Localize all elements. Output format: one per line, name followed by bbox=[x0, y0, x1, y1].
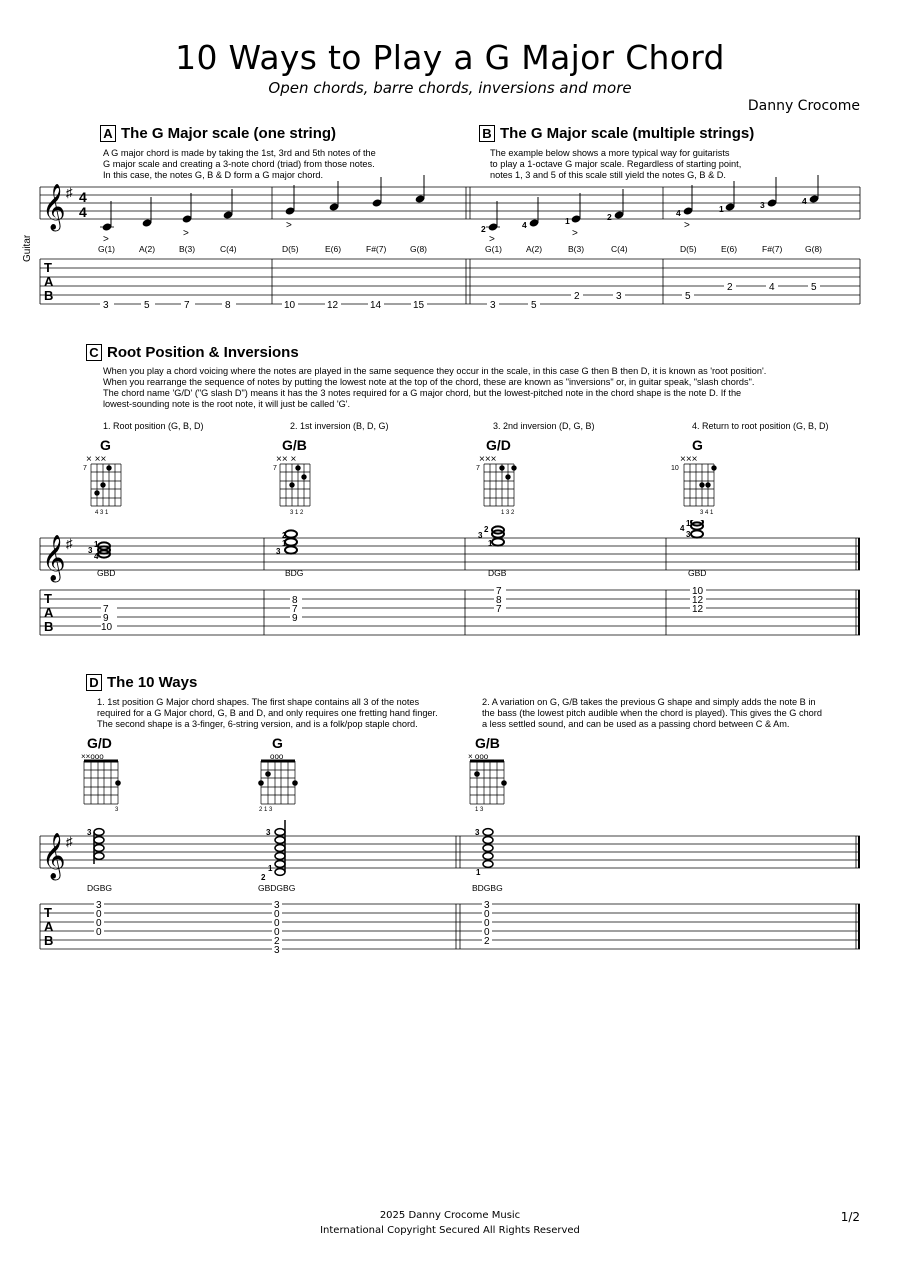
chord-mutes: ××× bbox=[680, 454, 698, 465]
tab-number: 5 bbox=[685, 291, 691, 302]
chord-name: G bbox=[100, 437, 111, 453]
tab-number: 12 bbox=[692, 595, 704, 606]
tab-2 bbox=[40, 590, 860, 635]
time-sig-bottom: 4 bbox=[79, 204, 87, 220]
tab-number: 3 bbox=[96, 900, 102, 911]
staff-2 bbox=[40, 538, 860, 570]
section-a-text-line: A G major chord is made by taking the 1st, 3rd and 5th notes of the bbox=[103, 148, 376, 158]
finger-number: 3 bbox=[475, 828, 480, 837]
tab-number: 10 bbox=[284, 300, 296, 311]
section-c-text bbox=[103, 366, 843, 410]
tab-number: 12 bbox=[692, 604, 704, 615]
section-a-text-line: G major scale and creating a 3-note chord (triad) from those notes. bbox=[103, 159, 375, 169]
finger-number: 4 bbox=[94, 552, 99, 561]
section-b-text-line: The example below shows a more typical way for guitarists bbox=[490, 148, 730, 158]
chord-diagram-g-over-d bbox=[476, 437, 517, 516]
section-b-title: The G Major scale (multiple strings) bbox=[500, 125, 755, 142]
chord-name: G/B bbox=[475, 735, 500, 751]
tab-number: 9 bbox=[292, 613, 298, 624]
staff-3 bbox=[40, 836, 860, 868]
finger-number: 2 bbox=[484, 525, 489, 534]
note-label: D(5) bbox=[680, 244, 697, 254]
tab-number: 3 bbox=[616, 291, 622, 302]
tab-number: 2 bbox=[274, 936, 280, 947]
tab-number: 12 bbox=[327, 300, 339, 311]
section-b-heading bbox=[479, 125, 754, 142]
chord-mutes: ××× bbox=[479, 454, 497, 465]
section-a-title: The G Major scale (one string) bbox=[121, 125, 337, 142]
footer-line-1: 2025 Danny Crocome Music bbox=[379, 1210, 521, 1221]
section-c-text-line: lowest-sounding note is the root note, it will just be called 'G'. bbox=[103, 399, 351, 409]
tab-number: 0 bbox=[274, 918, 280, 929]
finger-number: 1 bbox=[268, 864, 273, 873]
section-d-text-line: a less settled sound, and can be used as a passing chord between C & Am. bbox=[482, 719, 790, 729]
finger-number: 4 bbox=[676, 208, 681, 218]
section-d-text-line: 2. A variation on G, G/B takes the previous G shape and simply adds the note B in bbox=[482, 697, 816, 707]
chord-notes-label: GBDGBG bbox=[258, 883, 296, 893]
tab-letters bbox=[44, 260, 54, 303]
tab-3 bbox=[40, 904, 860, 949]
tab-number: 8 bbox=[496, 595, 502, 606]
section-c-note-names bbox=[97, 568, 706, 578]
tab-number: 0 bbox=[96, 918, 102, 929]
section-b-fingers bbox=[481, 196, 807, 234]
finger-number: 1 bbox=[719, 204, 724, 214]
staff-1 bbox=[40, 187, 860, 219]
treble-clef-icon: 𝄞 bbox=[42, 185, 66, 229]
section-c-chord-diagrams bbox=[0, 436, 900, 518]
finger-number: 4 bbox=[802, 196, 807, 206]
chord-mutes: ×× × bbox=[276, 454, 297, 465]
chord-name: G bbox=[272, 735, 283, 751]
tab-number: 3 bbox=[490, 300, 496, 311]
chord-diagram-g-over-d-open bbox=[81, 735, 121, 813]
section-c-heading bbox=[86, 344, 299, 361]
finger-number: 3 bbox=[88, 546, 93, 555]
finger-number: 2 bbox=[481, 224, 486, 234]
finger-number: 3 bbox=[87, 828, 92, 837]
chord-name: G bbox=[692, 437, 703, 453]
note-label: F#(7) bbox=[366, 244, 387, 254]
tab-number: 8 bbox=[225, 300, 231, 311]
tab-number: 8 bbox=[292, 595, 298, 606]
chord-mutes: × ooo bbox=[468, 752, 489, 761]
note-label: E(6) bbox=[325, 244, 342, 254]
accent: > bbox=[489, 234, 495, 245]
page-title: 10 Ways to Play a G Major Chord bbox=[175, 38, 725, 77]
tab-letters bbox=[44, 905, 54, 948]
tab-number: 7 bbox=[292, 604, 298, 615]
fret-number: 7 bbox=[273, 465, 277, 472]
footer bbox=[0, 1208, 900, 1238]
system-3 bbox=[0, 820, 900, 960]
section-c-letter: C bbox=[86, 344, 102, 361]
tab-number: 0 bbox=[274, 927, 280, 938]
section-d-text-line: 1. 1st position G Major chord shapes. The first shape contains all 3 of the notes bbox=[97, 697, 420, 707]
chord-name: G/B bbox=[282, 437, 307, 453]
tab-number: 2 bbox=[727, 282, 733, 293]
section-b-text-line: notes 1, 3 and 5 of this scale still yield the notes G, B & D. bbox=[490, 170, 726, 180]
section-b-text-line: to play a 1-octave G major scale. Regardless of starting point, bbox=[490, 159, 742, 169]
chord-diagram-g-over-b bbox=[273, 437, 310, 516]
tab-number: 2 bbox=[484, 936, 490, 947]
chord-notes-label: DGBG bbox=[87, 883, 113, 893]
tab-number: 14 bbox=[370, 300, 382, 311]
tab-number: 4 bbox=[769, 282, 775, 293]
note-label: B(3) bbox=[568, 244, 585, 254]
tab-number: 10 bbox=[101, 622, 113, 633]
finger-number: 3 bbox=[478, 531, 483, 540]
finger-number: 3 bbox=[276, 547, 281, 556]
chord-name: G/D bbox=[87, 735, 112, 751]
tab-letter: T bbox=[44, 591, 52, 606]
chord-diagram-g-10th bbox=[671, 437, 717, 516]
finger-number: 1 bbox=[488, 539, 493, 548]
finger-number: 3 bbox=[760, 200, 765, 210]
tab-letter: A bbox=[44, 919, 54, 934]
tab-number: 7 bbox=[184, 300, 190, 311]
tab-letter: T bbox=[44, 260, 52, 275]
fret-number: 7 bbox=[83, 465, 87, 472]
chord-fingering: 1 3 bbox=[475, 807, 484, 813]
note-label: D(5) bbox=[282, 244, 299, 254]
finger-number: 4 bbox=[680, 524, 685, 533]
chord-diagram-g-open bbox=[258, 735, 298, 813]
chord-mutes: ××ooo bbox=[81, 752, 104, 761]
section-c-caption-1: 1. Root position (G, B, D) bbox=[103, 421, 204, 431]
note-label: E(6) bbox=[721, 244, 738, 254]
accent: > bbox=[103, 234, 109, 245]
section-c-text-line: When you play a chord voicing where the notes are played in the same sequence they occur in the scale, in this case G then B then D, it is known as 'root position'. bbox=[103, 366, 767, 376]
time-sig-top: 4 bbox=[79, 189, 87, 205]
chord-mutes: ooo bbox=[270, 752, 284, 761]
section-d-text-line: required for a G Major chord, G, B and D, and only requires one fretting hand finger. bbox=[97, 708, 438, 718]
tab-letter: A bbox=[44, 605, 54, 620]
treble-clef-icon: 𝄞 bbox=[42, 536, 66, 580]
chord-diagram-g-over-b-open bbox=[468, 735, 507, 813]
section-c-chord-notes bbox=[98, 520, 703, 558]
finger-number: 1 bbox=[476, 868, 481, 877]
tab-number: 3 bbox=[274, 945, 280, 956]
section-a-accents bbox=[103, 220, 292, 245]
section-d-chord-notes bbox=[94, 820, 493, 875]
note-label: B(3) bbox=[179, 244, 196, 254]
section-a-heading bbox=[100, 125, 336, 142]
system-2 bbox=[0, 520, 900, 640]
tab-number: 5 bbox=[811, 282, 817, 293]
note-label: C(4) bbox=[611, 244, 628, 254]
chord-fingering: 3 4 1 bbox=[700, 510, 714, 516]
section-d-text-line: The second shape is a 3-finger, 6-string version, and is a folk/pop staple chord. bbox=[97, 719, 418, 729]
note-label: F#(7) bbox=[762, 244, 783, 254]
tab-number: 5 bbox=[531, 300, 537, 311]
section-a-letter: A bbox=[100, 125, 116, 142]
tab-number: 0 bbox=[96, 909, 102, 920]
section-c-text-line: When you rearrange the sequence of notes by putting the lowest note at the top of the chord, these are known as "inversions" or, in guitar speak, "slash chords". bbox=[103, 377, 755, 387]
tab-number: 0 bbox=[96, 927, 102, 938]
tab-number: 7 bbox=[496, 604, 502, 615]
chord-notes-label: GBD bbox=[688, 568, 707, 578]
section-c-caption-4: 4. Return to root position (G, B, D) bbox=[692, 421, 829, 431]
chord-fingering: 3 bbox=[115, 807, 119, 813]
finger-number: 1 bbox=[94, 540, 99, 549]
instrument-label: Guitar bbox=[22, 234, 33, 262]
section-a-tab bbox=[100, 299, 427, 311]
section-c-title: Root Position & Inversions bbox=[107, 344, 299, 361]
section-c-staff-fingers bbox=[88, 520, 691, 561]
tab-number: 2 bbox=[574, 291, 580, 302]
note-label: C(4) bbox=[220, 244, 237, 254]
finger-number: 2 bbox=[282, 531, 287, 540]
tab-letter: A bbox=[44, 274, 54, 289]
section-d-tab bbox=[94, 900, 492, 956]
section-d-text-line: the bass (the lowest pitch audible when the chord is played). This gives the G chord bbox=[482, 708, 822, 718]
finger-number: 1 bbox=[686, 520, 691, 528]
tab-number: 0 bbox=[484, 909, 490, 920]
chord-fingering: 3 1 2 bbox=[290, 510, 304, 516]
page-number: 1/2 bbox=[840, 1210, 860, 1224]
tab-number: 7 bbox=[496, 586, 502, 597]
section-b-note-labels bbox=[485, 244, 822, 254]
tab-number: 0 bbox=[484, 927, 490, 938]
section-a-text-line: In this case, the notes G, B & D form a G major chord. bbox=[103, 170, 324, 180]
chord-notes-label: BDGBG bbox=[472, 883, 503, 893]
note-label: A(2) bbox=[139, 244, 156, 254]
tab-number: 5 bbox=[144, 300, 150, 311]
tab-number: 0 bbox=[484, 918, 490, 929]
section-c-caption-3: 3. 2nd inversion (D, G, B) bbox=[493, 421, 595, 431]
section-d-heading bbox=[86, 674, 197, 691]
section-d-text-left bbox=[97, 697, 438, 730]
tab-letter: B bbox=[44, 933, 54, 948]
section-d-text-right bbox=[482, 697, 822, 730]
tab-number: 10 bbox=[692, 586, 704, 597]
accent: > bbox=[286, 220, 292, 231]
composer: Danny Crocome bbox=[747, 98, 860, 114]
tab-number: 3 bbox=[103, 300, 109, 311]
tab-number: 7 bbox=[103, 604, 109, 615]
section-c-caption-2: 2. 1st inversion (B, D, G) bbox=[290, 421, 389, 431]
section-d-letter: D bbox=[86, 674, 102, 691]
fret-number: 10 bbox=[671, 465, 679, 472]
footer-line-2: International Copyright Secured All Rights Reserved bbox=[320, 1225, 580, 1236]
accent: > bbox=[572, 228, 578, 239]
tab-letter: T bbox=[44, 905, 52, 920]
finger-number: 2 bbox=[607, 212, 612, 222]
chord-fingering: 1 3 2 bbox=[501, 510, 515, 516]
section-d-title: The 10 Ways bbox=[107, 674, 198, 691]
tab-number: 0 bbox=[274, 909, 280, 920]
tab-number: 3 bbox=[274, 900, 280, 911]
finger-number: 3 bbox=[686, 530, 691, 539]
note-label: G(8) bbox=[410, 244, 427, 254]
section-b-tab bbox=[487, 281, 820, 311]
section-c-text-line: The chord name 'G/D' ("G slash D") means it has the 3 notes required for a G major chord, but the lowest-pitched note in the chord shape is the note D. If the bbox=[103, 388, 742, 398]
tab-letter: B bbox=[44, 288, 54, 303]
finger-number: 1 bbox=[565, 216, 570, 226]
chord-fingering: 2 1 3 bbox=[259, 807, 273, 813]
finger-number: 1 bbox=[282, 539, 287, 548]
section-a-note-labels bbox=[98, 244, 427, 254]
section-b-letter: B bbox=[479, 125, 495, 142]
chord-notes-label: GBD bbox=[97, 568, 116, 578]
finger-number: 3 bbox=[266, 828, 271, 837]
key-sharp: ♯ bbox=[66, 536, 73, 551]
tab-number: 15 bbox=[413, 300, 425, 311]
note-label: G(1) bbox=[485, 244, 502, 254]
tab-letter: B bbox=[44, 619, 54, 634]
chord-notes-label: DGB bbox=[488, 568, 507, 578]
accent: > bbox=[183, 228, 189, 239]
finger-number: 2 bbox=[261, 873, 266, 882]
tab-number: 9 bbox=[103, 613, 109, 624]
tab-1 bbox=[40, 259, 860, 304]
treble-clef-icon: 𝄞 bbox=[42, 834, 66, 878]
key-sharp: ♯ bbox=[66, 834, 73, 849]
fret-number: 7 bbox=[476, 465, 480, 472]
key-sharp: ♯ bbox=[66, 185, 73, 200]
note-label: G(8) bbox=[805, 244, 822, 254]
chord-diagram-g-root bbox=[83, 437, 121, 516]
finger-number: 4 bbox=[522, 220, 527, 230]
system-1 bbox=[0, 175, 900, 315]
chord-mutes: × ×× bbox=[86, 454, 107, 465]
tab-number: 3 bbox=[484, 900, 490, 911]
note-label: G(1) bbox=[98, 244, 115, 254]
section-d-note-names bbox=[87, 883, 503, 893]
section-d-chord-diagrams bbox=[0, 732, 900, 816]
chord-fingering: 4 3 1 bbox=[95, 510, 109, 516]
accent: > bbox=[684, 220, 690, 231]
chord-name: G/D bbox=[486, 437, 511, 453]
chord-notes-label: BDG bbox=[285, 568, 304, 578]
section-b-accents bbox=[489, 220, 690, 245]
note-label: A(2) bbox=[526, 244, 543, 254]
page-subtitle: Open chords, barre chords, inversions and more bbox=[268, 79, 632, 97]
tab-letters bbox=[44, 591, 54, 634]
